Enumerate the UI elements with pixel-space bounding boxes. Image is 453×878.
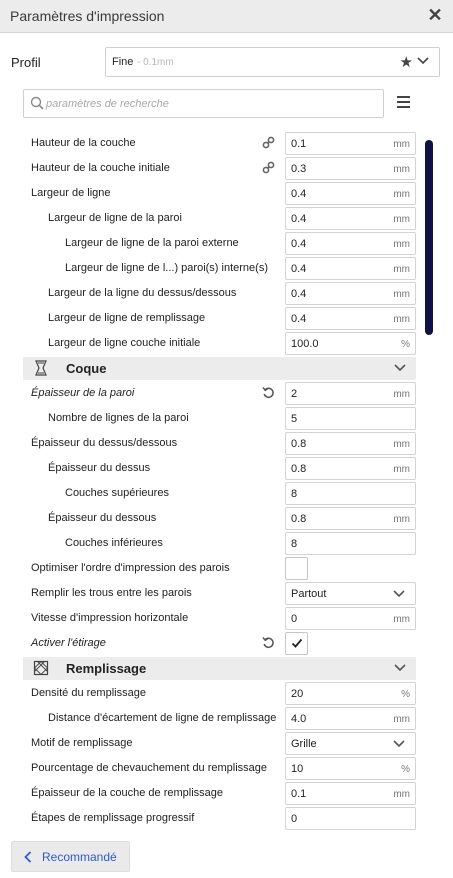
setting-label: Épaisseur du dessus/dessous: [31, 437, 178, 449]
setting-label: Épaisseur de la couche de remplissage: [31, 787, 224, 799]
setting-label: Hauteur de la couche initiale: [31, 162, 170, 174]
setting-dropdown[interactable]: [285, 582, 416, 605]
setting-input[interactable]: [285, 207, 416, 230]
setting-value: 0.1: [291, 138, 307, 150]
setting-checkbox[interactable]: [285, 632, 308, 655]
setting-unit: mm: [393, 139, 410, 150]
settings-menu-icon[interactable]: [397, 96, 410, 108]
setting-input[interactable]: [285, 707, 416, 730]
scrollbar[interactable]: [425, 140, 433, 335]
shell-icon: [33, 360, 49, 376]
setting-label: Activer l'étirage: [31, 637, 106, 649]
setting-epaisseur-du-dessus: [0, 456, 420, 481]
setting-label: Motif de remplissage: [31, 737, 133, 749]
setting-value: Partout: [291, 588, 327, 600]
setting-unit: mm: [393, 314, 410, 325]
setting-value: 0.4: [291, 238, 307, 250]
setting-input[interactable]: [285, 757, 416, 780]
setting-value: 0.4: [291, 313, 307, 325]
search-placeholder: paramètres de recherche: [46, 98, 169, 110]
setting-input[interactable]: [285, 232, 416, 255]
setting-value: 0.3: [291, 163, 307, 175]
setting-label: Nombre de lignes de la paroi: [48, 412, 189, 424]
setting-label: Remplir les trous entre les parois: [31, 587, 192, 599]
star-icon[interactable]: ★: [399, 54, 413, 71]
setting-largeur-de-ligne: [0, 181, 420, 206]
setting-value: 2: [291, 388, 298, 400]
setting-label: Couches supérieures: [65, 487, 169, 499]
setting-input[interactable]: [285, 382, 416, 405]
setting-unit: mm: [393, 614, 410, 625]
chevron-down-icon: [393, 590, 405, 598]
setting-largeur-de-ligne-couche-initiale: [0, 331, 420, 356]
setting-input[interactable]: [285, 507, 416, 530]
setting-label: Distance d'écartement de ligne de remplissage: [48, 712, 277, 724]
setting-input[interactable]: [285, 457, 416, 480]
setting-epaisseur-du-dessous: [0, 506, 420, 531]
category-remplissage[interactable]: [23, 657, 416, 680]
setting-input[interactable]: [285, 407, 416, 430]
setting-densite-du-remplissage: [0, 681, 420, 706]
setting-unit: mm: [393, 464, 410, 475]
reset-icon[interactable]: [262, 636, 275, 649]
setting-input[interactable]: [285, 482, 416, 505]
infill-icon: [33, 660, 49, 676]
setting-value: 0.8: [291, 513, 307, 525]
setting-value: 8: [291, 538, 298, 550]
setting-unit: mm: [393, 714, 410, 725]
setting-label: Largeur de ligne de la paroi externe: [65, 237, 239, 249]
setting-distance-d-ecartement-de-ligne-de-remplissage: [0, 706, 420, 731]
setting-unit: %: [401, 764, 410, 775]
setting-pourcentage-de-chevauchement-du-remplissage: [0, 756, 420, 781]
setting-value: 20: [291, 688, 304, 700]
setting-couches-inferieures: [0, 531, 420, 556]
setting-vitesse-d-impression-horizontale: [0, 606, 420, 631]
setting-label: Vitesse d'impression horizontale: [31, 612, 189, 624]
setting-value: 0.8: [291, 438, 307, 450]
setting-label: Optimiser l'ordre d'impression des parois: [31, 562, 230, 574]
setting-unit: mm: [393, 389, 410, 400]
setting-value: 0.1: [291, 788, 307, 800]
profile-name: Fine: [112, 56, 134, 68]
profile-subtitle: - 0.1mm: [137, 57, 174, 68]
setting-unit: mm: [393, 189, 410, 200]
setting-value: Grille: [291, 738, 317, 750]
setting-input[interactable]: [285, 132, 416, 155]
setting-unit: mm: [393, 214, 410, 225]
window-title: Paramètres d'impression: [10, 8, 165, 24]
search-box[interactable]: [23, 89, 384, 118]
setting-hauteur-de-la-couche: [0, 131, 420, 156]
search-icon: [30, 96, 44, 110]
recommended-label: Recommandé: [42, 850, 117, 864]
setting-label: Épaisseur du dessous: [48, 512, 157, 524]
setting-value: 0.4: [291, 213, 307, 225]
setting-value: 0: [291, 813, 298, 825]
setting-unit: mm: [393, 789, 410, 800]
setting-value: 4.0: [291, 713, 307, 725]
profile-label: Profil: [11, 55, 41, 70]
setting-epaisseur-de-la-couche-de-remplissage: [0, 781, 420, 806]
setting-largeur-de-ligne-de-la-paroi-externe: [0, 231, 420, 256]
setting-largeur-de-ligne-de-l-paroi-s-interne-s: [0, 256, 420, 281]
setting-unit: mm: [393, 289, 410, 300]
setting-largeur-de-ligne-de-remplissage: [0, 306, 420, 331]
setting-value: 0.8: [291, 463, 307, 475]
link-icon[interactable]: [262, 161, 275, 174]
setting-activer-l-etirage: [0, 631, 420, 656]
reset-icon[interactable]: [262, 386, 275, 399]
setting-value: 10: [291, 763, 304, 775]
setting-value: 0.4: [291, 263, 307, 275]
setting-input[interactable]: [285, 432, 416, 455]
setting-label: Largeur de ligne couche initiale: [48, 337, 201, 349]
setting-label: Largeur de ligne de l...) paroi(s) interne(s): [65, 262, 268, 274]
close-icon[interactable]: ✕: [427, 5, 443, 25]
setting-label: Largeur de la ligne du dessus/dessous: [48, 287, 237, 299]
setting-dropdown[interactable]: [285, 732, 416, 755]
setting-input[interactable]: [285, 682, 416, 705]
chevron-left-icon: [24, 851, 32, 863]
setting-checkbox[interactable]: [285, 557, 308, 580]
profile-dropdown[interactable]: [105, 47, 440, 77]
setting-unit: mm: [393, 239, 410, 250]
setting-label: Étapes de remplissage progressif: [31, 812, 195, 824]
setting-value: 0.4: [291, 288, 307, 300]
setting-label: Largeur de ligne: [31, 187, 111, 199]
setting-hauteur-de-la-couche-initiale: [0, 156, 420, 181]
setting-nombre-de-lignes-de-la-paroi: [0, 406, 420, 431]
setting-value: 5: [291, 413, 298, 425]
setting-value: 0: [291, 613, 298, 625]
chevron-down-icon: [393, 740, 405, 748]
setting-input[interactable]: [285, 157, 416, 180]
setting-largeur-de-la-ligne-du-dessus-dessous: [0, 281, 420, 306]
category-coque[interactable]: [23, 357, 416, 380]
title-bar: [0, 0, 453, 33]
setting-etapes-de-remplissage-progressif: [0, 806, 420, 830]
chevron-down-icon: [394, 664, 406, 672]
setting-input[interactable]: [285, 607, 416, 630]
settings-list: [0, 131, 453, 830]
checkmark-icon: [291, 637, 303, 649]
setting-label: Pourcentage de chevauchement du remplissage: [31, 762, 268, 774]
chevron-down-icon: [417, 57, 429, 65]
setting-unit: mm: [393, 514, 410, 525]
setting-unit: mm: [393, 264, 410, 275]
setting-input[interactable]: [285, 307, 416, 330]
setting-label: Hauteur de la couche: [31, 137, 136, 149]
setting-input[interactable]: [285, 782, 416, 805]
setting-input[interactable]: [285, 532, 416, 555]
footer: [0, 831, 453, 878]
setting-input[interactable]: [285, 182, 416, 205]
setting-epaisseur-de-la-paroi: [0, 381, 420, 406]
setting-value: 8: [291, 488, 298, 500]
setting-remplir-les-trous-entre-les-parois: [0, 581, 420, 606]
setting-label: Épaisseur du dessus: [48, 462, 151, 474]
setting-unit: %: [401, 339, 410, 350]
category-title: Coque: [66, 361, 107, 376]
setting-value: 100.0: [291, 338, 319, 350]
setting-label: Largeur de ligne de remplissage: [48, 312, 206, 324]
setting-label: Densité du remplissage: [31, 687, 146, 699]
link-icon[interactable]: [262, 136, 275, 149]
setting-couches-superieures: [0, 481, 420, 506]
setting-largeur-de-ligne-de-la-paroi: [0, 206, 420, 231]
setting-input[interactable]: [285, 257, 416, 280]
setting-unit: mm: [393, 439, 410, 450]
setting-motif-de-remplissage: [0, 731, 420, 756]
setting-value: 0.4: [291, 188, 307, 200]
setting-unit: mm: [393, 164, 410, 175]
setting-epaisseur-du-dessus-dessous: [0, 431, 420, 456]
setting-label: Épaisseur de la paroi: [31, 387, 135, 399]
setting-optimiser-l-ordre-d-impression-des-parois: [0, 556, 420, 581]
setting-input[interactable]: [285, 282, 416, 305]
setting-label: Couches inférieures: [65, 537, 163, 549]
setting-input[interactable]: [285, 807, 416, 830]
setting-input[interactable]: [285, 332, 416, 355]
recommended-button[interactable]: [11, 841, 130, 872]
category-title: Remplissage: [66, 661, 147, 676]
chevron-down-icon: [394, 364, 406, 372]
setting-unit: %: [401, 689, 410, 700]
setting-label: Largeur de ligne de la paroi: [48, 212, 182, 224]
